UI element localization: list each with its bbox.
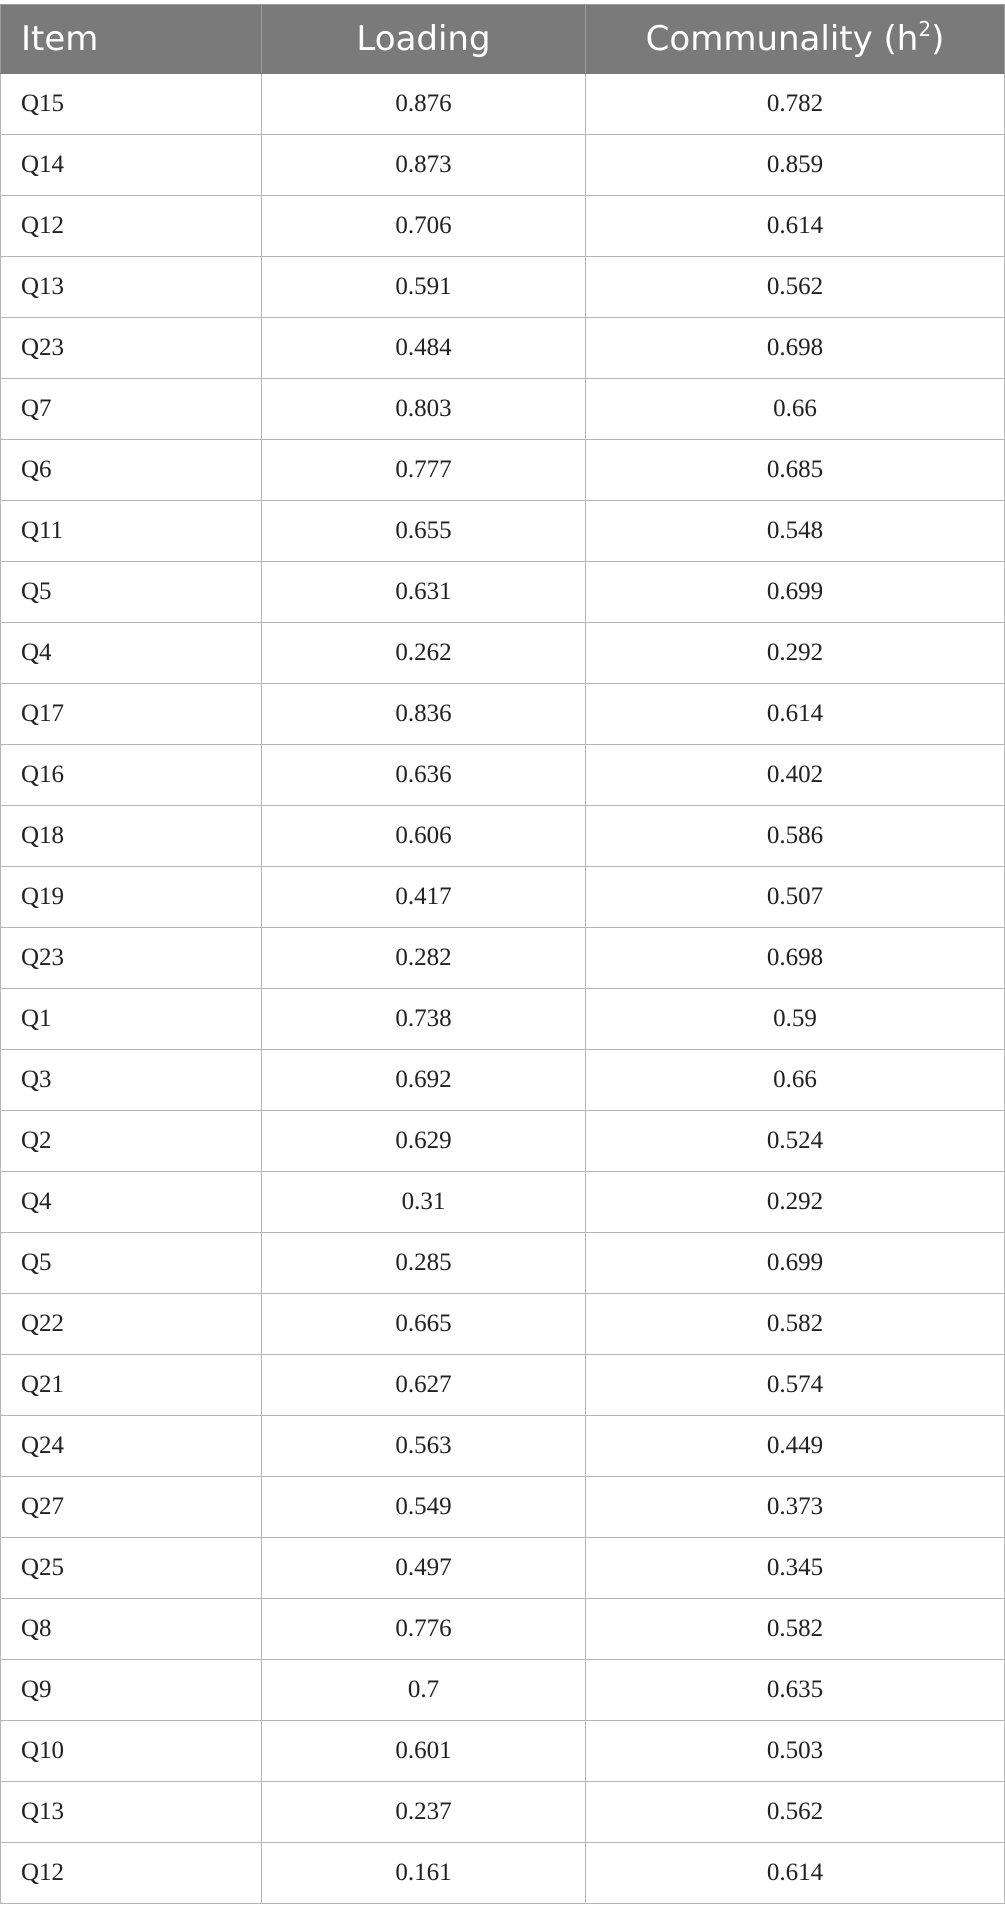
cell-communality: 0.449 [586,1416,1005,1477]
table-row [1,379,1005,440]
cell-loading: 0.777 [262,440,586,501]
table-row [1,684,1005,745]
cell-item: Q16 [1,745,262,806]
header-item: Item [1,5,262,74]
cell-loading: 0.776 [262,1599,586,1660]
cell-communality: 0.66 [586,379,1005,440]
cell-communality: 0.548 [586,501,1005,562]
table-row [1,928,1005,989]
table-row [1,1660,1005,1721]
cell-communality: 0.699 [586,1233,1005,1294]
cell-communality: 0.698 [586,928,1005,989]
cell-item: Q10 [1,1721,262,1782]
cell-communality: 0.59 [586,989,1005,1050]
table-row [1,867,1005,928]
cell-item: Q8 [1,1599,262,1660]
table-row [1,257,1005,318]
cell-communality: 0.582 [586,1294,1005,1355]
table-row [1,1172,1005,1233]
table-row [1,74,1005,135]
cell-loading: 0.629 [262,1111,586,1172]
table-row [1,1050,1005,1111]
table-header [1,5,1005,74]
cell-communality: 0.345 [586,1538,1005,1599]
cell-communality: 0.507 [586,867,1005,928]
cell-item: Q23 [1,928,262,989]
cell-communality: 0.782 [586,74,1005,135]
cell-item: Q1 [1,989,262,1050]
cell-item: Q27 [1,1477,262,1538]
cell-item: Q11 [1,501,262,562]
cell-item: Q5 [1,562,262,623]
cell-communality: 0.586 [586,806,1005,867]
cell-loading: 0.563 [262,1416,586,1477]
cell-loading: 0.706 [262,196,586,257]
cell-item: Q4 [1,623,262,684]
header-communality-superscript: 2 [918,17,932,41]
cell-item: Q15 [1,74,262,135]
cell-loading: 0.803 [262,379,586,440]
cell-item: Q12 [1,196,262,257]
table-row [1,806,1005,867]
cell-communality: 0.614 [586,196,1005,257]
cell-item: Q12 [1,1843,262,1904]
table-row [1,1233,1005,1294]
cell-item: Q18 [1,806,262,867]
header-communality-close: ) [931,19,945,59]
loading-table-container [0,4,1004,1904]
cell-loading: 0.601 [262,1721,586,1782]
cell-communality: 0.562 [586,257,1005,318]
cell-loading: 0.497 [262,1538,586,1599]
cell-communality: 0.292 [586,1172,1005,1233]
cell-loading: 0.161 [262,1843,586,1904]
table-body [1,74,1005,1904]
table-row [1,501,1005,562]
cell-item: Q22 [1,1294,262,1355]
cell-item: Q4 [1,1172,262,1233]
table-row [1,196,1005,257]
cell-communality: 0.614 [586,684,1005,745]
table-row [1,562,1005,623]
cell-communality: 0.373 [586,1477,1005,1538]
cell-loading: 0.692 [262,1050,586,1111]
table-row [1,1355,1005,1416]
cell-item: Q21 [1,1355,262,1416]
cell-communality: 0.699 [586,562,1005,623]
cell-item: Q13 [1,1782,262,1843]
cell-communality: 0.859 [586,135,1005,196]
cell-loading: 0.591 [262,257,586,318]
cell-loading: 0.7 [262,1660,586,1721]
table-row [1,318,1005,379]
table-row [1,1294,1005,1355]
cell-loading: 0.417 [262,867,586,928]
cell-item: Q9 [1,1660,262,1721]
cell-loading: 0.876 [262,74,586,135]
cell-communality: 0.524 [586,1111,1005,1172]
cell-item: Q2 [1,1111,262,1172]
cell-communality: 0.66 [586,1050,1005,1111]
header-row [1,5,1005,74]
cell-item: Q24 [1,1416,262,1477]
table-row [1,989,1005,1050]
cell-item: Q23 [1,318,262,379]
cell-loading: 0.285 [262,1233,586,1294]
cell-loading: 0.655 [262,501,586,562]
factor-loading-table [0,4,1005,1904]
table-row [1,623,1005,684]
table-row [1,1416,1005,1477]
table-row [1,1538,1005,1599]
cell-item: Q7 [1,379,262,440]
cell-loading: 0.836 [262,684,586,745]
cell-item: Q6 [1,440,262,501]
cell-loading: 0.282 [262,928,586,989]
header-communality [586,5,1005,74]
table-row [1,440,1005,501]
cell-loading: 0.606 [262,806,586,867]
cell-communality: 0.562 [586,1782,1005,1843]
cell-loading: 0.549 [262,1477,586,1538]
cell-loading: 0.665 [262,1294,586,1355]
cell-loading: 0.237 [262,1782,586,1843]
cell-loading: 0.738 [262,989,586,1050]
table-row [1,1782,1005,1843]
table-row [1,1843,1005,1904]
cell-communality: 0.685 [586,440,1005,501]
table-row [1,1477,1005,1538]
table-row [1,1111,1005,1172]
cell-item: Q17 [1,684,262,745]
cell-item: Q19 [1,867,262,928]
cell-loading: 0.631 [262,562,586,623]
table-row [1,745,1005,806]
cell-loading: 0.627 [262,1355,586,1416]
cell-communality: 0.698 [586,318,1005,379]
cell-loading: 0.873 [262,135,586,196]
cell-item: Q14 [1,135,262,196]
cell-loading: 0.31 [262,1172,586,1233]
header-loading: Loading [262,5,586,74]
cell-item: Q13 [1,257,262,318]
cell-communality: 0.503 [586,1721,1005,1782]
table-row [1,135,1005,196]
cell-communality: 0.635 [586,1660,1005,1721]
table-row [1,1721,1005,1782]
cell-loading: 0.636 [262,745,586,806]
cell-communality: 0.614 [586,1843,1005,1904]
cell-communality: 0.574 [586,1355,1005,1416]
cell-loading: 0.484 [262,318,586,379]
table-row [1,1599,1005,1660]
cell-communality: 0.402 [586,745,1005,806]
cell-communality: 0.582 [586,1599,1005,1660]
header-communality-text: Communality (h [645,19,919,59]
cell-item: Q3 [1,1050,262,1111]
cell-item: Q5 [1,1233,262,1294]
cell-loading: 0.262 [262,623,586,684]
cell-communality: 0.292 [586,623,1005,684]
cell-item: Q25 [1,1538,262,1599]
